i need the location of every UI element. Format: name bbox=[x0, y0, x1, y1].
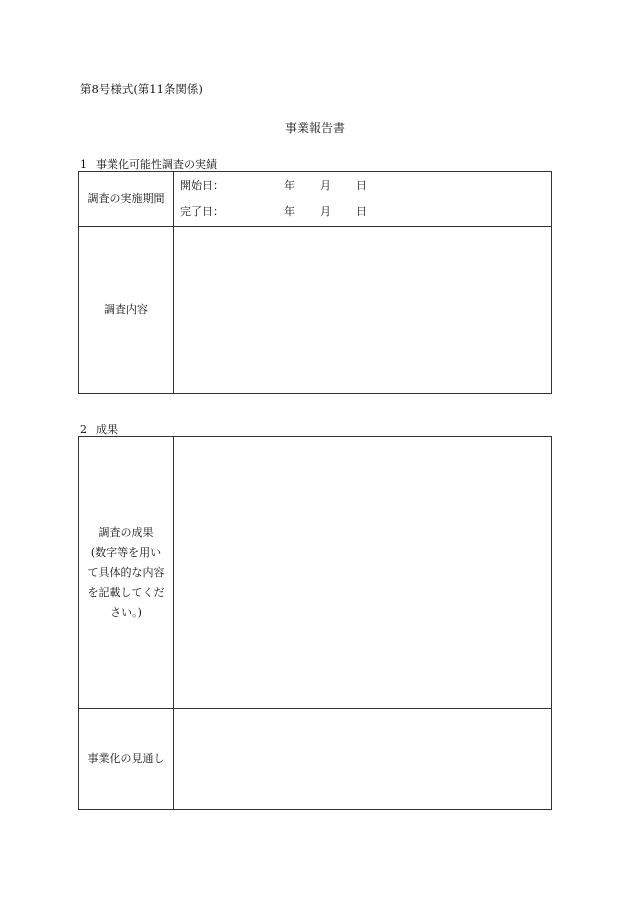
commercialization-outlook-field[interactable] bbox=[174, 709, 552, 810]
survey-results-table bbox=[78, 171, 552, 394]
document-title: 事業報告書 bbox=[284, 121, 345, 135]
end-date-line bbox=[174, 199, 551, 225]
section-1-number: 1 bbox=[80, 158, 87, 171]
survey-content-field[interactable] bbox=[174, 227, 552, 394]
end-date-label: 完了日： bbox=[180, 205, 224, 218]
commercialization-outlook-label: 事業化の見通し bbox=[79, 709, 174, 810]
start-date-label: 開始日： bbox=[180, 179, 224, 192]
section-2-title: 成果 bbox=[96, 423, 118, 436]
survey-content-label: 調査内容 bbox=[79, 227, 174, 394]
start-day-unit: 日 bbox=[356, 179, 367, 192]
end-day-unit: 日 bbox=[356, 205, 367, 218]
start-month-unit: 月 bbox=[320, 179, 331, 192]
section-1-title: 事業化可能性調査の実績 bbox=[96, 158, 217, 171]
period-value-cell[interactable] bbox=[174, 172, 552, 227]
survey-results-label-line-3: て具体的な内容 bbox=[87, 565, 165, 579]
start-year-unit: 年 bbox=[284, 179, 295, 192]
section-2-number: 2 bbox=[80, 423, 87, 436]
survey-results-label-line-1: 調査の成果 bbox=[98, 525, 154, 539]
form-number: 第8号様式(第11条関係) bbox=[80, 82, 203, 96]
results-table bbox=[78, 436, 552, 810]
survey-results-label-line-4: を記載してくだ bbox=[87, 585, 165, 599]
survey-results-label-line-5: さい。) bbox=[110, 605, 142, 619]
section-1-heading bbox=[80, 156, 217, 172]
end-year-unit: 年 bbox=[284, 205, 295, 218]
start-date-line bbox=[174, 173, 551, 199]
survey-results-field[interactable] bbox=[174, 437, 552, 709]
period-label: 調査の実施期間 bbox=[79, 172, 174, 227]
end-month-unit: 月 bbox=[320, 205, 331, 218]
section-2-heading bbox=[80, 421, 118, 437]
survey-results-label-line-2: (数字等を用い bbox=[90, 545, 162, 559]
survey-results-label bbox=[79, 437, 174, 709]
